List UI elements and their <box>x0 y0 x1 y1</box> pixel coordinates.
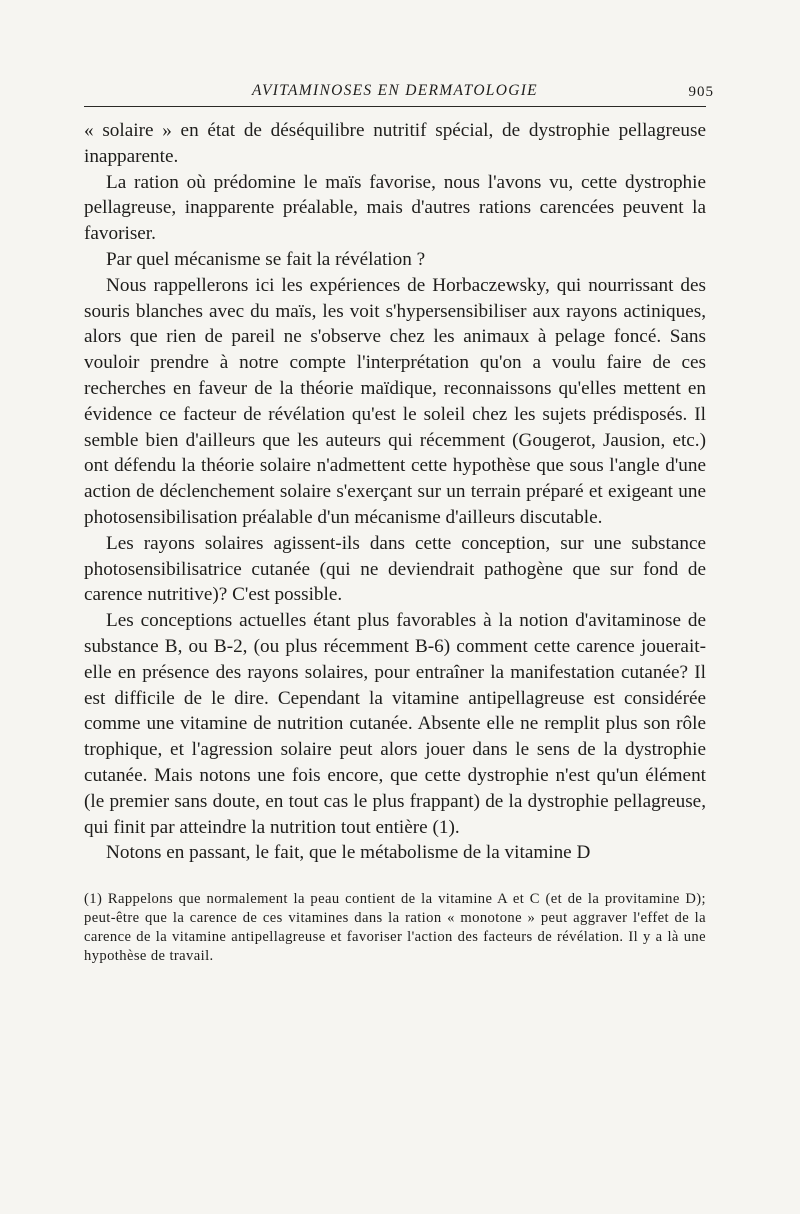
book-page <box>84 78 714 965</box>
paragraph-continuation: « solaire » en état de déséquilibre nutritif spécial, de dystrophie pellagreuse inapparente. <box>84 120 706 167</box>
paragraph-metabolisme: Notons en passant, le fait, que le métabolisme de la vitamine D <box>106 842 591 864</box>
footnote: (1) Rappelons que normalement la peau contient de la vitamine A et C (et de la provitamine D); peut-être que la carence de ces vitamines dans la ration « monotone » peut aggraver l'effet de la carence de la vitamine antipellagreuse et favoriser l'action des facteurs de révélation. Il y a là une hypothèse de travail. <box>84 891 706 964</box>
paragraph-conceptions-actuelles: Les conceptions actuelles étant plus favorables à la notion d'avitaminose de substance B, ou B-2, (ou plus récemment B-6) comment cette carence jouerait-elle en présence des rayons solaires, pour entraîner la manifestation cutanée? Il est difficile de le dire. Cependant la vitamine antipellagreuse est considérée comme une vitamine de nutrition cutanée. Absente elle ne remplit plus son rôle trophique, et l'agression solaire peut alors jouer dans le sens de la dystrophie cutanée. Mais notons une fois encore, que cette dystrophie n'est qu'un élément (le premier sans doute, en tout cas le plus frappant) de la dystrophie pellagreuse, qui finit par atteindre la nutrition tout entière (1). <box>84 610 706 838</box>
page-number: 905 <box>688 84 714 100</box>
paragraph-question: Par quel mécanisme se fait la révélation ? <box>106 248 426 270</box>
paragraph-rayons-solaires: Les rayons solaires agissent-ils dans cette conception, sur une substance photosensibilisatrice cutanée (qui ne deviendrait pathogène que sur fond de carence nutritive)? C'est possible. <box>84 532 706 606</box>
body-text <box>84 118 706 866</box>
header-rule <box>84 106 706 107</box>
running-title: AVITAMINOSES EN DERMATOLOGIE <box>252 82 538 99</box>
paragraph-mais-ration: La ration où prédomine le maïs favorise, nous l'avons vu, cette dystrophie pellagreuse, inapparente préalable, mais d'autres rations carencées peuvent la favoriser. <box>84 171 706 245</box>
paragraph-horbaczewsky: Nous rappellerons ici les expériences de Horbaczewsky, qui nourrissant des souris blanches avec du maïs, les voit s'hypersensibiliser aux rayons actiniques, alors que rien de pareil ne s'observe chez les animaux à pelage foncé. Sans vouloir prendre à notre compte l'interprétation qu'on a voulu faire de ces recherches en faveur de la théorie maïdique, reconnaissons qu'elles mettent en évidence ce facteur de révélation qu'est le soleil chez les sujets prédisposés. Il semble bien d'ailleurs que les auteurs qui récemment (Gougerot, Jausion, etc.) ont défendu la théorie solaire n'admettent cette hypothèse que sous l'angle d'une action de déclenchement solaire s'exerçant sur un terrain préparé et exigeant une photosensibilisation préalable d'un mécanisme d'ailleurs discutable. <box>84 274 706 528</box>
page-header <box>84 78 714 104</box>
